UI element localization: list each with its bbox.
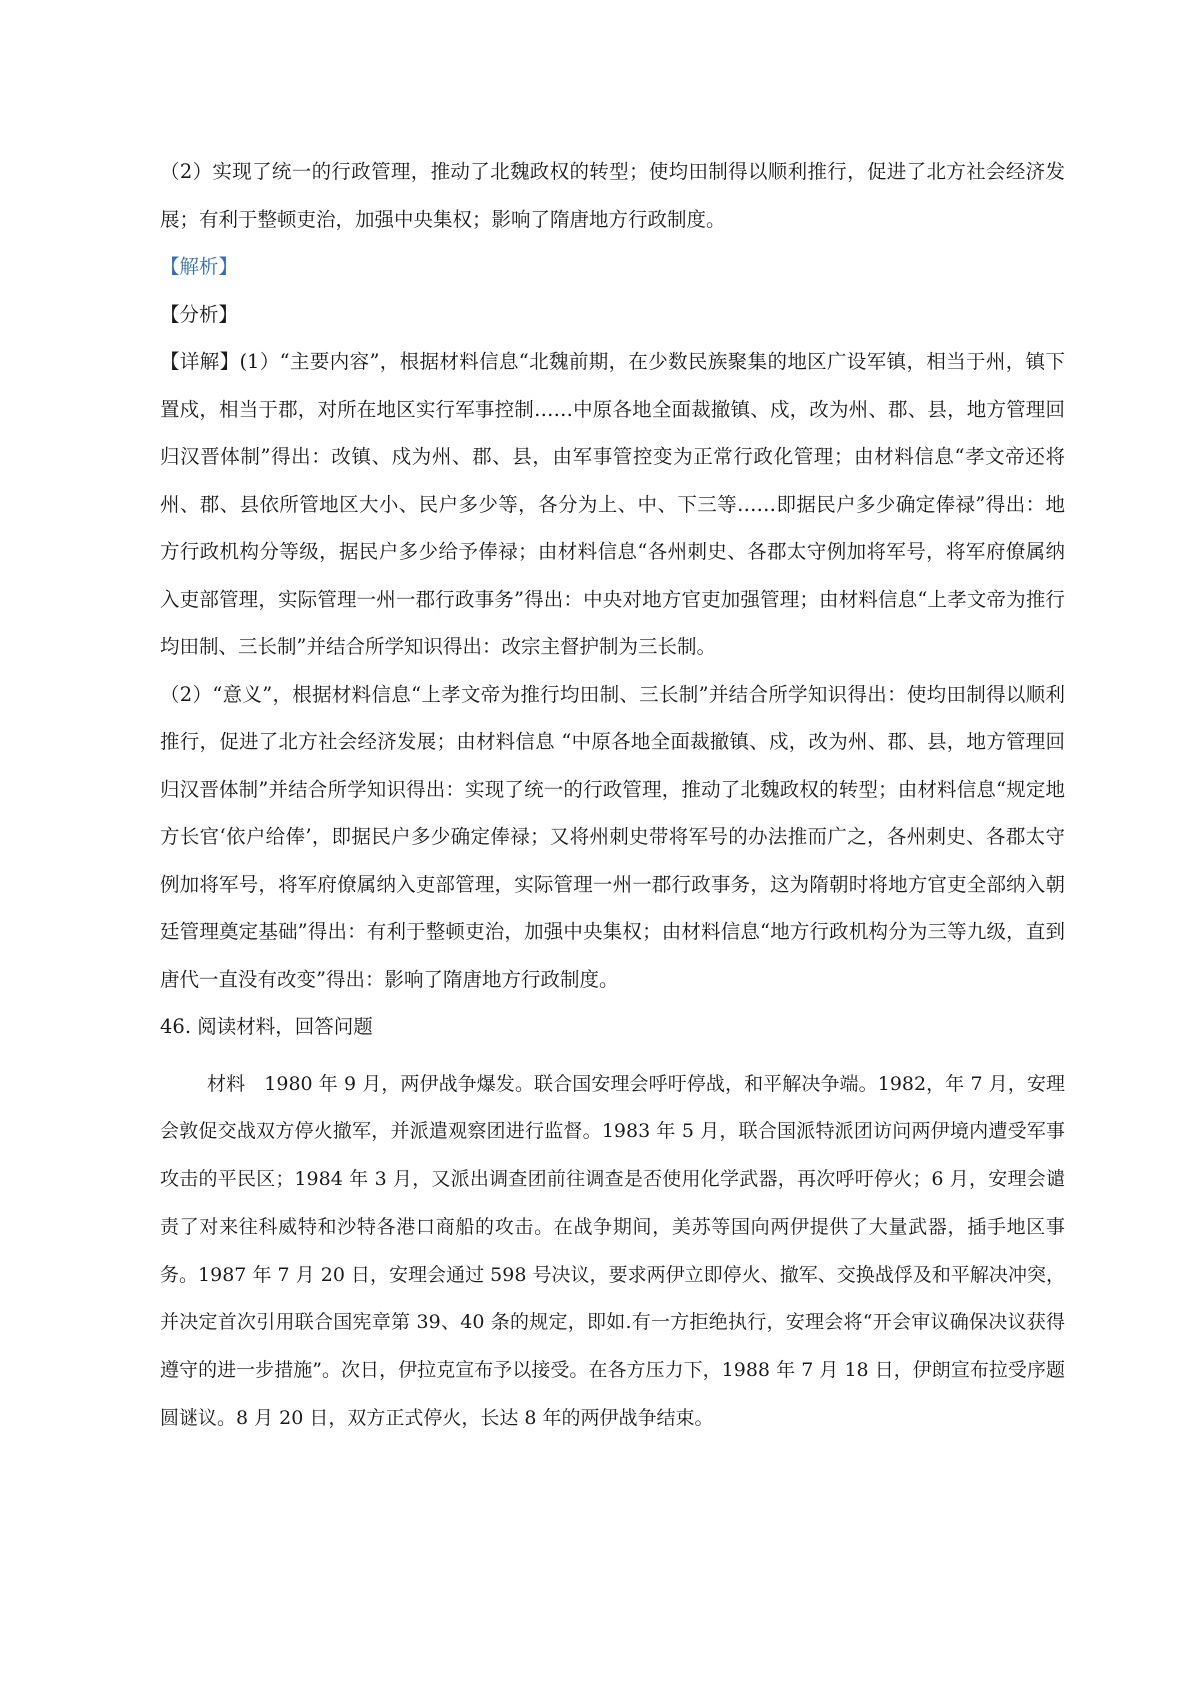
detail-part-2: （2）“意义”，根据材料信息“上孝文帝为推行均田制、三长制”并结合所学知识得出：使均田制得以顺利推行，促进了北方社会经济发展；由材料信息 “中原各地全面裁撤镇、戍，改为州、郡、县，地方管理回归汉晋体制”并结合所学知识得出：实现了统一的行政管理，推动了北魏政权的转型；由材料信息“规定地方长官‘依户给俸’，即据民户多少确定俸禄；又将州刺史带将军号的办法推而广之，各州刺史、各郡太守例加将军号，将军府僚属纳入吏部管理，实际管理一州一郡行政事务，这为隋朝时将地方官吏全部纳入朝廷管理奠定基础”得出：有利于整顿吏治，加强中央集权；由材料信息“地方行政机构分为三等九级，直到唐代一直没有改变”得出：影响了隋唐地方行政制度。 — [160, 682, 1065, 991]
material-text: 材料 1980 年 9 月，两伊战争爆发。联合国安理会呼吁停战，和平解决争端。1982，年 7 月，安理会敦促交战双方停火撤军，并派遣观察团进行监督。1983 年 5 月，联合国派特派团访问两伊境内遭受军事攻击的平民区；1984 年 3 月，又派出调查团前往调查是否使用化学武器，再次呼吁停火；6 月，安理会谴责了对来往科威特和沙特各港口商船的攻击。在战争期间，美苏等国向两伊提供了大量武器，插手地区事务。1987 年 7 月 20 日，安理会通过 598 号决议，要求两伊立即停火、撤军、交换战俘及和平解决冲突，并决定首次引用联合国宪章第 39、40 条的规定，即如.有一方拒绝执行，安理会将“开会审议确保决议获得遵守的进一步措施”。次日，伊拉克宣布予以接受。在各方压力下，1988 年 7 月 18 日，伊朗宣布拉受序题圆谜议。8 月 20 日，双方正式停火，长达 8 年的两伊战争结束。 — [160, 1072, 1065, 1430]
jiexi-heading: 【解析】 — [160, 255, 239, 278]
question-46-title: 46. 阅读材料，回答问题 — [160, 1015, 373, 1038]
fenxi-heading: 【分析】 — [160, 302, 239, 326]
detail-part-1: 【详解】(1）“主要内容”，根据材料信息“北魏前期，在少数民族聚集的地区广设军镇，相当于州，镇下置戍，相当于郡，对所在地区实行军事控制……中原各地全面裁撤镇、戍，改为州、郡、县，地方管理回归汉晋体制”得出：改镇、戍为州、郡、县，由军事管控变为正常行政化管理；由材料信息“孝文帝还将州、郡、县依所管地区大小、民户多少等，各分为上、中、下三等……即据民户多少确定俸禄”得出：地方行政机构分等级，据民户多少给予俸禄；由材料信息“各州刺史、各郡太守例加将军号，将军府僚属纳入吏部管理，实际管理一州一郡行政事务”得出：中央对地方官吏加强管理；由材料信息“上孝文帝为推行均田制、三长制”并结合所学知识得出：改宗主督护制为三长制。 — [160, 350, 1065, 658]
answer-part-2: （2）实现了统一的行政管理，推动了北魏政权的转型；使均田制得以顺利推行，促进了北方社会经济发展；有利于整顿吏治，加强中央集权；影响了隋唐地方行政制度。 — [160, 160, 1065, 231]
document-content — [160, 148, 1065, 1443]
question-46-material — [160, 1061, 1065, 1443]
